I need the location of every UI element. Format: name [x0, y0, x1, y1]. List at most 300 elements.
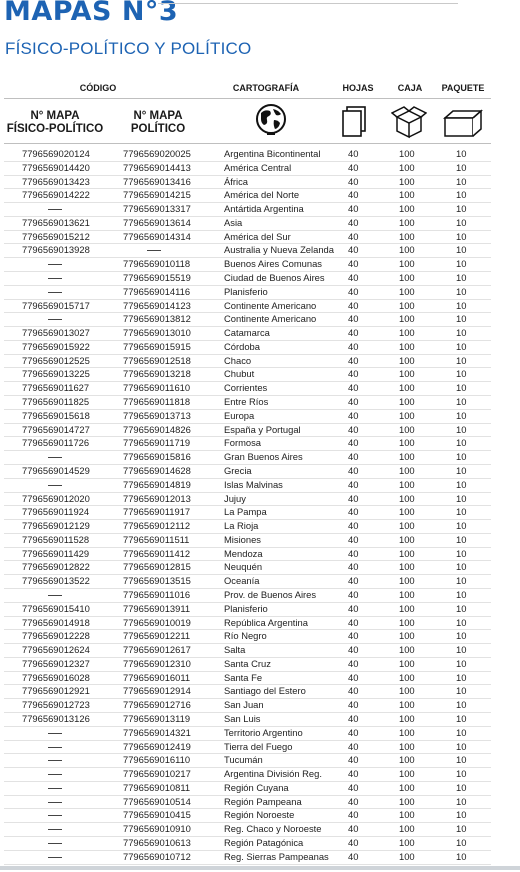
politico-code: 7796569011016: [123, 588, 191, 600]
fisico-code: 7796569011528: [22, 533, 90, 545]
table-row: [4, 340, 491, 355]
caja-value: 100: [399, 327, 415, 339]
hojas-value: 40: [348, 588, 359, 600]
paquete-value: 10: [456, 699, 467, 711]
politico-code: 7796569016011: [123, 671, 191, 683]
fisico-code: 7796569015922: [22, 340, 90, 352]
politico-code: 7796569012211: [123, 630, 191, 642]
fisico-code-empty-dash: [22, 726, 62, 740]
caja-header: CAJA: [397, 83, 423, 93]
paquete-value: 10: [456, 313, 467, 325]
politico-code: 7796569020025: [123, 148, 191, 159]
paquete-value: 10: [456, 754, 467, 766]
caja-value: 100: [399, 161, 415, 173]
table-row: [4, 243, 491, 258]
caja-value: 100: [399, 644, 415, 656]
cartografia-name: San Luis: [224, 712, 261, 724]
politico-code: 7796569013812: [123, 313, 191, 325]
politico-code-empty-dash: [123, 243, 161, 257]
caja-value: 100: [399, 396, 415, 408]
politico-code: 7796569015519: [123, 272, 191, 284]
politico-code: 7796569010118: [123, 258, 191, 270]
table-row: [4, 326, 491, 341]
paquete-value: 10: [456, 837, 467, 848]
politico-header-line1: N° MAPA: [133, 110, 183, 122]
hojas-value: 40: [348, 616, 359, 628]
paquete-value: 10: [456, 327, 467, 339]
caja-value: 100: [399, 313, 415, 325]
politico-code: 7796569014826: [123, 423, 191, 435]
politico-code: 7796569014413: [123, 161, 191, 173]
politico-code: 7796569014321: [123, 726, 191, 738]
hojas-value: 40: [348, 685, 359, 697]
caja-value: 100: [399, 712, 415, 724]
paquete-value: 10: [456, 285, 467, 297]
table-row: [4, 795, 491, 810]
cartografia-name: Grecia: [224, 464, 252, 476]
caja-value: 100: [399, 423, 415, 435]
hojas-value: 40: [348, 285, 359, 297]
fisico-code-empty-dash: [22, 285, 62, 299]
table-row: [4, 395, 491, 410]
table-row: [4, 257, 491, 272]
cartografia-name: Río Negro: [224, 630, 267, 642]
dash-mark: [48, 760, 62, 761]
hojas-value: 40: [348, 340, 359, 352]
politico-code: 7796569010019: [123, 616, 191, 628]
politico-code: 7796569012112: [123, 520, 191, 532]
paquete-value: 10: [456, 520, 467, 532]
fisico-code-empty-dash: [22, 850, 62, 864]
cartografia-name: Argentina División Reg.: [224, 768, 322, 780]
fisico-code-empty-dash: [22, 836, 62, 850]
hojas-value: 40: [348, 630, 359, 642]
caja-value: 100: [399, 547, 415, 559]
page-bottom-border: [0, 866, 520, 870]
table-row: [4, 216, 491, 231]
cartografia-name: Prov. de Buenos Aires: [224, 588, 317, 600]
table-row: [4, 574, 491, 589]
table-row: [4, 147, 491, 162]
caja-value: 100: [399, 216, 415, 228]
hojas-value: 40: [348, 712, 359, 724]
fisico-code: 7796569012525: [22, 354, 90, 366]
table-row: [4, 299, 491, 314]
caja-value: 100: [399, 506, 415, 518]
fisico-code: 7796569015410: [22, 602, 90, 614]
fisico-code-empty-dash: [22, 767, 62, 781]
cartografia-name: Jujuy: [224, 492, 246, 504]
table-row: [4, 836, 491, 851]
caja-value: 100: [399, 464, 415, 476]
paquete-value: 10: [456, 175, 467, 187]
cartografia-name: La Rioja: [224, 520, 259, 532]
caja-value: 100: [399, 354, 415, 366]
dash-mark: [48, 733, 62, 734]
politico-code: 7796569010415: [123, 809, 191, 821]
caja-value: 100: [399, 368, 415, 380]
hojas-value: 40: [348, 230, 359, 242]
politico-code: 7796569012310: [123, 657, 191, 669]
politico-code: 7796569012815: [123, 561, 191, 573]
hojas-value: 40: [348, 175, 359, 187]
dash-mark: [48, 292, 62, 293]
paquete-value: 10: [456, 561, 467, 573]
cartografia-name: República Argentina: [224, 616, 308, 628]
cartografia-name: Región Pampeana: [224, 795, 302, 807]
caja-value: 100: [399, 809, 415, 821]
fisico-code-empty-dash: [22, 450, 62, 464]
hojas-value: 40: [348, 492, 359, 504]
paquete-value: 10: [456, 492, 467, 504]
table-row: [4, 285, 491, 300]
cartografia-name: Chaco: [224, 354, 252, 366]
cartografia-name: América del Norte: [224, 189, 300, 201]
caja-value: 100: [399, 340, 415, 352]
politico-code: 7796569013416: [123, 175, 191, 187]
hojas-value: 40: [348, 533, 359, 545]
box-icon: [391, 105, 427, 139]
cartografia-name: Misiones: [224, 533, 261, 545]
cartografia-name: La Pampa: [224, 506, 267, 518]
table-row: [4, 505, 491, 520]
hojas-value: 40: [348, 244, 359, 256]
caja-value: 100: [399, 657, 415, 669]
cartografia-name: Región Noroeste: [224, 809, 295, 821]
table-row: [4, 740, 491, 755]
paquete-value: 10: [456, 437, 467, 449]
dash-mark: [48, 457, 62, 458]
hojas-value: 40: [348, 396, 359, 408]
paquete-value: 10: [456, 506, 467, 518]
dash-mark: [48, 485, 62, 486]
cartografia-name: Santa Fe: [224, 671, 263, 683]
fisico-code: 7796569016028: [22, 671, 90, 683]
caja-value: 100: [399, 823, 415, 835]
cartografia-name: Continente Americano: [224, 313, 317, 325]
cartografia-name: Territorio Argentino: [224, 726, 303, 738]
fisico-code: 7796569014420: [22, 161, 90, 173]
politico-code: 7796569012518: [123, 354, 191, 366]
hojas-value: 40: [348, 837, 359, 848]
caja-value: 100: [399, 409, 415, 421]
paquete-value: 10: [456, 533, 467, 545]
caja-value: 100: [399, 148, 415, 159]
paquete-value: 10: [456, 547, 467, 559]
paquete-value: 10: [456, 602, 467, 614]
cartografia-name: Tierra del Fuego: [224, 740, 293, 752]
caja-value: 100: [399, 740, 415, 752]
fisico-code: 7796569013621: [22, 216, 90, 228]
header-divider: [4, 98, 491, 99]
table-row: [4, 533, 491, 548]
table-row: [4, 271, 491, 286]
politico-code: 7796569011917: [123, 506, 191, 518]
dash-mark: [48, 774, 62, 775]
hojas-value: 40: [348, 409, 359, 421]
table-row: [4, 850, 491, 865]
table-row: [4, 423, 491, 438]
caja-value: 100: [399, 602, 415, 614]
hojas-value: 40: [348, 740, 359, 752]
table-row: [4, 519, 491, 534]
caja-value: 100: [399, 189, 415, 201]
dash-mark: [147, 250, 161, 251]
paquete-value: 10: [456, 575, 467, 587]
table-row: [4, 478, 491, 493]
paquete-header: PAQUETE: [441, 83, 485, 93]
politico-code: 7796569012716: [123, 699, 191, 711]
table-row: [4, 602, 491, 617]
politico-code: 7796569013713: [123, 409, 191, 421]
hojas-value: 40: [348, 382, 359, 394]
fisico-code: 7796569015212: [22, 230, 90, 242]
hojas-value: 40: [348, 258, 359, 270]
fisico-code-empty-dash: [22, 271, 62, 285]
politico-code: 7796569011511: [123, 533, 190, 545]
paquete-value: 10: [456, 161, 467, 173]
politico-code: 7796569013010: [123, 327, 191, 339]
hojas-value: 40: [348, 299, 359, 311]
politico-header-line2: POLÍTICO: [130, 123, 186, 135]
dash-mark: [48, 747, 62, 748]
politico-code: 7796569015816: [123, 451, 191, 463]
cartografia-header: CARTOGRAFÍA: [232, 83, 300, 93]
fisico-code: 7796569012228: [22, 630, 90, 642]
fisico-code-empty-dash: [22, 202, 62, 216]
caja-value: 100: [399, 588, 415, 600]
fisico-code: 7796569013423: [22, 175, 90, 187]
politico-code: 7796569010811: [123, 781, 191, 793]
fisico-header-line1: N° MAPA: [30, 110, 80, 122]
paquete-value: 10: [456, 299, 467, 311]
caja-value: 100: [399, 726, 415, 738]
table-row: [4, 161, 491, 176]
hojas-value: 40: [348, 754, 359, 766]
table-row: [4, 381, 491, 396]
cartografia-name: Neuquén: [224, 561, 263, 573]
table-row: [4, 188, 491, 203]
politico-code: 7796569013317: [123, 203, 191, 215]
cartografia-name: Gran Buenos Aires: [224, 451, 303, 463]
paquete-value: 10: [456, 740, 467, 752]
politico-code: 7796569014116: [123, 285, 191, 297]
cartografia-name: Asia: [224, 216, 243, 228]
table-row: [4, 657, 491, 672]
hojas-value: 40: [348, 368, 359, 380]
paquete-value: 10: [456, 244, 467, 256]
hojas-value: 40: [348, 644, 359, 656]
table-row: [4, 753, 491, 768]
fisico-code: 7796569013225: [22, 368, 90, 380]
paquete-value: 10: [456, 258, 467, 270]
hojas-value: 40: [348, 671, 359, 683]
hojas-value: 40: [348, 451, 359, 463]
politico-code: 7796569010712: [123, 850, 191, 862]
caja-value: 100: [399, 285, 415, 297]
table-row: [4, 354, 491, 369]
hojas-value: 40: [348, 506, 359, 518]
fisico-code-empty-dash: [22, 753, 62, 767]
fisico-code: 7796569012921: [22, 685, 90, 697]
table-row: [4, 822, 491, 837]
caja-value: 100: [399, 630, 415, 642]
caja-value: 100: [399, 685, 415, 697]
hojas-value: 40: [348, 850, 359, 862]
fisico-code-empty-dash: [22, 795, 62, 809]
politico-code: 7796569010514: [123, 795, 191, 807]
caja-value: 100: [399, 175, 415, 187]
politico-code: 7796569012013: [123, 492, 191, 504]
dash-mark: [48, 595, 62, 596]
politico-code: 7796569012617: [123, 644, 191, 656]
hojas-value: 40: [348, 423, 359, 435]
paquete-value: 10: [456, 809, 467, 821]
hojas-value: 40: [348, 547, 359, 559]
cartografia-name: Santiago del Estero: [224, 685, 306, 697]
politico-code: 7796569012419: [123, 740, 191, 752]
caja-value: 100: [399, 795, 415, 807]
paquete-value: 10: [456, 368, 467, 380]
paquete-value: 10: [456, 272, 467, 284]
hojas-value: 40: [348, 203, 359, 215]
dash-mark: [48, 264, 62, 265]
cartografia-name: Planisferio: [224, 285, 268, 297]
dash-mark: [48, 815, 62, 816]
paquete-value: 10: [456, 850, 467, 862]
hojas-value: 40: [348, 464, 359, 476]
table-row: [4, 698, 491, 713]
table-row: [4, 588, 491, 603]
fisico-code: 7796569012822: [22, 561, 90, 573]
paquete-value: 10: [456, 189, 467, 201]
fisico-code: 7796569011429: [22, 547, 90, 559]
cartografia-name: América del Sur: [224, 230, 291, 242]
paquete-value: 10: [456, 588, 467, 600]
caja-value: 100: [399, 203, 415, 215]
hojas-value: 40: [348, 437, 359, 449]
caja-value: 100: [399, 299, 415, 311]
paquete-value: 10: [456, 657, 467, 669]
hojas-value: 40: [348, 575, 359, 587]
fisico-code-empty-dash: [22, 822, 62, 836]
politico-code: 7796569014628: [123, 464, 191, 476]
politico-code: 7796569014314: [123, 230, 191, 242]
caja-value: 100: [399, 781, 415, 793]
hojas-value: 40: [348, 699, 359, 711]
cartografia-name: Islas Malvinas: [224, 478, 283, 490]
fisico-code: 7796569020124: [22, 148, 90, 159]
fisico-code-empty-dash: [22, 257, 62, 271]
caja-value: 100: [399, 382, 415, 394]
table-row: [4, 629, 491, 644]
cartografia-name: Córdoba: [224, 340, 260, 352]
paquete-value: 10: [456, 726, 467, 738]
hojas-value: 40: [348, 313, 359, 325]
table-row: [4, 808, 491, 823]
fisico-column-header: [0, 110, 110, 136]
caja-value: 100: [399, 437, 415, 449]
title-divider: [158, 3, 458, 4]
hojas-value: 40: [348, 189, 359, 201]
cartografia-name: Catamarca: [224, 327, 270, 339]
caja-value: 100: [399, 837, 415, 848]
cartografia-name: Formosa: [224, 437, 261, 449]
paquete-value: 10: [456, 768, 467, 780]
cartografia-name: Continente Americano: [224, 299, 317, 311]
cartografia-name: Chubut: [224, 368, 255, 380]
politico-code: 7796569011719: [123, 437, 191, 449]
hojas-value: 40: [348, 602, 359, 614]
politico-code: 7796569010217: [123, 768, 191, 780]
table-row: [4, 684, 491, 699]
page-subtitle: FÍSICO-POLÍTICO Y POLÍTICO: [5, 39, 252, 58]
caja-value: 100: [399, 258, 415, 270]
caja-value: 100: [399, 478, 415, 490]
fisico-code: 7796569012327: [22, 657, 90, 669]
politico-code: 7796569011610: [123, 382, 191, 394]
fisico-code: 7796569014727: [22, 423, 90, 435]
caja-value: 100: [399, 244, 415, 256]
hojas-value: 40: [348, 216, 359, 228]
cartografia-name: Reg. Sierras Pampeanas: [224, 850, 329, 862]
fisico-code: 7796569013027: [22, 327, 90, 339]
politico-code: 7796569013119: [123, 712, 191, 724]
fisico-code: 7796569012624: [22, 644, 90, 656]
codigo-header: CÓDIGO: [79, 83, 117, 93]
cartografia-name: Corrientes: [224, 382, 268, 394]
paquete-value: 10: [456, 148, 467, 159]
cartografia-name: Mendoza: [224, 547, 263, 559]
paquete-value: 10: [456, 382, 467, 394]
cartografia-name: Entre Ríos: [224, 396, 269, 408]
fisico-code: 7796569013928: [22, 244, 90, 256]
table-row: [4, 367, 491, 382]
cartografia-name: Australia y Nueva Zelanda: [224, 244, 334, 256]
paquete-value: 10: [456, 354, 467, 366]
dash-mark: [48, 829, 62, 830]
table-row: [4, 547, 491, 562]
hojas-value: 40: [348, 795, 359, 807]
paquete-value: 10: [456, 823, 467, 835]
fisico-code: 7796569015717: [22, 299, 90, 311]
fisico-code: 7796569011924: [22, 506, 90, 518]
cartografia-name: Reg. Chaco y Noroeste: [224, 823, 322, 835]
politico-code: 7796569010613: [123, 837, 191, 848]
subheader-divider: [4, 143, 491, 144]
cartografia-name: Europa: [224, 409, 255, 421]
caja-value: 100: [399, 492, 415, 504]
caja-value: 100: [399, 671, 415, 683]
cartografia-name: Argentina Bicontinental: [224, 148, 321, 159]
dash-mark: [48, 209, 62, 210]
hojas-value: 40: [348, 478, 359, 490]
hojas-value: 40: [348, 657, 359, 669]
hojas-value: 40: [348, 726, 359, 738]
paquete-value: 10: [456, 464, 467, 476]
fisico-code-empty-dash: [22, 808, 62, 822]
hojas-value: 40: [348, 161, 359, 173]
table-row: [4, 726, 491, 741]
paquete-value: 10: [456, 396, 467, 408]
paquete-value: 10: [456, 451, 467, 463]
table-row: [4, 450, 491, 465]
caja-value: 100: [399, 533, 415, 545]
paquete-value: 10: [456, 216, 467, 228]
paquete-value: 10: [456, 795, 467, 807]
dash-mark: [48, 278, 62, 279]
cartografia-name: Región Patagónica: [224, 837, 304, 848]
